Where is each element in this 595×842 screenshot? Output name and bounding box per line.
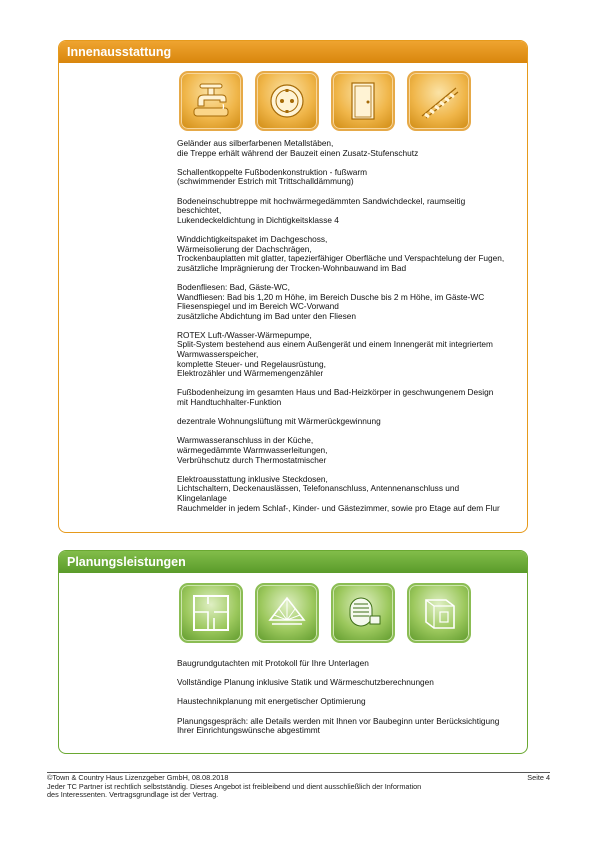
interior-paragraph: Geländer aus silberfarbenen Metallstäben, die Treppe erhält während der Bauzeit einen Zusatz-Stufenschutz bbox=[177, 138, 419, 158]
interior-paragraph: Winddichtigkeitspaket im Dachgeschoss, Wärmeisolierung der Dachschrägen, Trockenbauplatten mit glatter, tapezierfähiger Oberfläche und Verspachtelung der Fugen, zusätzliche Imprägnierung der Trocken-Wohnbauwand im Bad bbox=[177, 233, 505, 273]
floorplan-icon bbox=[179, 583, 243, 643]
interior-paragraph: Bodeneinschubtreppe mit hochwärmegedämmten Sandwichdeckel, raumseitig beschichtet, Lukendeckeldichtung in Dichtigkeitsklasse 4 bbox=[177, 195, 466, 225]
staircase-icon bbox=[407, 71, 471, 131]
planning-paragraph: Baugrundgutachten mit Protokoll für Ihre Unterlagen bbox=[177, 658, 369, 668]
roof-truss-icon bbox=[255, 583, 319, 643]
interior-paragraph: Warmwasseranschluss in der Küche, wärmegedämmte Warmwasserleitungen, Verbrühschutz durch Thermostatmischer bbox=[177, 435, 328, 465]
footer-legal-text: ©Town & Country Haus Lizenzgeber GmbH, 08.08.2018 Jeder TC Partner ist rechtlich selbstständig. Dieses Angebot ist freibleibend und dient ausschließlich der Information des Interessenten. Vertragsgrundlage ist der Vertrag. bbox=[47, 773, 422, 800]
planning-paragraph: Vollständige Planung inklusive Statik und Wärmeschutzberechnungen bbox=[177, 677, 434, 688]
socket-icon bbox=[255, 71, 319, 131]
planning-section bbox=[58, 550, 528, 754]
faucet-icon bbox=[179, 71, 243, 131]
planning-paragraph: Planungsgespräch: alle Details werden mit Ihnen vor Baubeginn unter Berücksichtigung Ihrer Einrichtungswünsche abgestimmt bbox=[177, 715, 500, 736]
planning-icon-row bbox=[179, 583, 471, 643]
interior-paragraph: Elektroausstattung inklusive Steckdosen, Lichtschaltern, Deckenauslässen, Telefonanschluss, Antennenanschluss und Klingelanlage Rauchmelder in jedem Schlaf-, Kinder- und Gästezimmer, sowie pro Etage auf dem Flur bbox=[177, 473, 500, 513]
interior-paragraph: Bodenfliesen: Bad, Gäste-WC, Wandfliesen: Bad bis 1,20 m Höhe, im Bereich Dusche bis 2 m Höhe, im Gäste-WC Fliesenspiegel und im Bereich WC-Vorwand zusätzliche Abdichtung im Bad unter den Fliesen bbox=[177, 281, 485, 321]
interior-paragraph: dezentrale Wohnungslüftung mit Wärmerückgewinnung bbox=[177, 416, 381, 427]
planning-section-title: Planungsleistungen bbox=[59, 551, 527, 573]
page-number: Seite 4 bbox=[527, 773, 550, 782]
interior-section bbox=[58, 40, 528, 533]
interior-section-title: Innenausstattung bbox=[59, 41, 527, 63]
interior-paragraph: ROTEX Luft-/Wasser-Wärmepumpe, Split-System bestehend aus einem Außengerät und einem Innengerät mit integriertem Warmwasserspeicher, komplette Steuer- und Regelausrüstung, Elektrozähler und Wärmemengenzähler bbox=[177, 329, 493, 379]
thermostat-icon bbox=[331, 583, 395, 643]
wall-section-icon bbox=[407, 583, 471, 643]
planning-paragraph: Haustechnikplanung mit energetischer Optimierung bbox=[177, 696, 366, 707]
interior-icon-row bbox=[179, 71, 471, 131]
door-icon bbox=[331, 71, 395, 131]
interior-paragraph: Schallentkoppelte Fußbodenkonstruktion - fußwarm (schwimmender Estrich mit Trittschalldämmung) bbox=[177, 166, 368, 187]
interior-paragraph: Fußbodenheizung im gesamten Haus und Bad-Heizkörper in geschwungenem Design mit Handtuchhalter-Funktion bbox=[177, 387, 494, 408]
interior-text bbox=[177, 139, 522, 523]
planning-text bbox=[177, 659, 522, 745]
